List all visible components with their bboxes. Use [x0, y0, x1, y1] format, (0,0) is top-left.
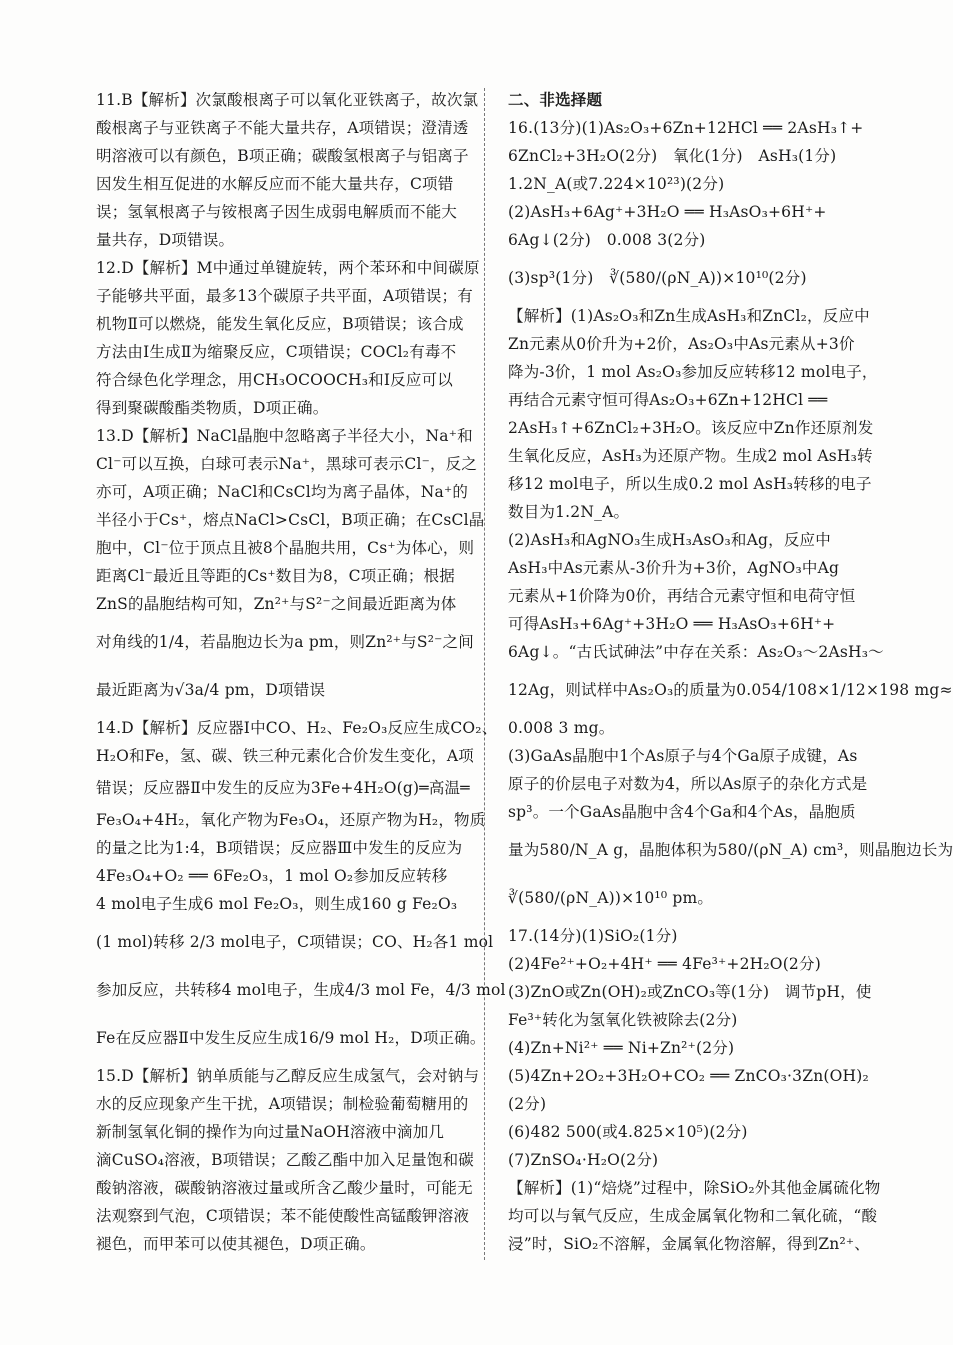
text-line: 距离Cl⁻最近且等距的Cs⁺数目为8，C项正确；根据 [96, 567, 455, 585]
text-line: 【解析】(1)“焙烧”过程中，除SiO₂外其他金属硫化物 [508, 1179, 881, 1197]
text-line: Fe在反应器Ⅱ中发生反应生成16/9 mol H₂，D项正确。 [96, 1029, 486, 1047]
text-line: 17.(14分)(1)SiO₂(1分) [508, 927, 678, 945]
text-line: 滴CuSO₄溶液，B项错误；乙酸乙酯中加入足量饱和碳 [96, 1151, 474, 1169]
text-line: 0.008 3 mg。 [508, 719, 615, 737]
text-line: (3)sp³(1分) ∛(580/(ρN_A))×10¹⁰(2分) [508, 269, 807, 287]
text-line: (3)ZnO或Zn(OH)₂或ZnCO₃等(1分) 调节pH，使 [508, 983, 872, 1001]
text-line: 酸钠溶液，碳酸钠溶液过量或所含乙酸少量时，可能无 [96, 1179, 473, 1197]
text-line: (1 mol)转移 2/3 mol电子，C项错误；CO、H₂各1 mol [96, 933, 494, 951]
text-line: (2)4Fe²⁺+O₂+4H⁺ ══ 4Fe³⁺+2H₂O(2分) [508, 955, 821, 973]
text-line: 数目为1.2N_A。 [508, 503, 630, 521]
text-line: 水的反应现象产生干扰，A项错误；制检验葡萄糖用的 [96, 1095, 469, 1113]
text-line: 4 mol电子生成6 mol Fe₂O₃，则生成160 g Fe₂O₃ [96, 895, 458, 913]
text-line: Cl⁻可以互换，白球可表示Na⁺，黑球可表示Cl⁻，反之 [96, 455, 478, 473]
text-line: 最近距离为√3a/4 pm，D项错误 [96, 681, 326, 699]
text-line: 参加反应，共转移4 mol电子，生成4/3 mol Fe，4/3 mol [96, 981, 506, 999]
text-line: 再结合元素守恒可得As₂O₃+6Zn+12HCl ══ [508, 391, 828, 409]
text-line: 2AsH₃↑+6ZnCl₂+3H₂O。该反应中Zn作还原剂发 [508, 419, 874, 437]
text-line: 6ZnCl₂+3H₂O(2分) 氧化(1分) AsH₃(1分) [508, 147, 837, 165]
text-line: 12Ag，则试样中As₂O₃的质量为0.054/108×1/12×198 mg≈ [508, 681, 953, 699]
text-line: 13.D【解析】NaCl晶胞中忽略离子半径大小，Na⁺和 [96, 427, 473, 445]
text-line: 明溶液可以有颜色，B项正确；碳酸氢根离子与铝离子 [96, 147, 469, 165]
text-line: 因发生相互促进的水解反应而不能大量共存，C项错 [96, 175, 454, 193]
text-line: 酸根离子与亚铁离子不能大量共存，A项错误；澄清透 [96, 119, 469, 137]
text-line: 浸”时，SiO₂不溶解，金属氧化物溶解，得到Zn²⁺、 [508, 1235, 870, 1253]
text-line: AsH₃中As元素从-3价升为+3价，AgNO₃中Ag [508, 559, 840, 577]
text-line: 误；氢氧根离子与铵根离子因生成弱电解质而不能大 [96, 203, 458, 221]
text-line: H₂O和Fe，氢、碳、铁三种元素化合价发生变化，A项 [96, 747, 474, 765]
column-divider [484, 88, 485, 1260]
text-line: 褪色，而甲苯可以使其褪色，D项正确。 [96, 1235, 376, 1253]
text-line: 符合绿色化学理念，用CH₃OCOOCH₃和Ⅰ反应可以 [96, 371, 453, 389]
text-line: (7)ZnSO₄·H₂O(2分) [508, 1151, 659, 1169]
text-line: 机物Ⅱ可以燃烧，能发生氧化反应，B项错误；该合成 [96, 315, 464, 333]
text-line: ∛(580/(ρN_A))×10¹⁰ pm。 [508, 889, 714, 907]
text-line: (4)Zn+Ni²⁺ ══ Ni+Zn²⁺(2分) [508, 1039, 735, 1057]
text-line: 的量之比为1:4，B项错误；反应器Ⅲ中发生的反应为 [96, 839, 463, 857]
text-line: 降为-3价，1 mol As₂O₃参加反应转移12 mol电子， [508, 363, 878, 381]
text-line: 法观察到气泡，C项错误；苯不能使酸性高锰酸钾溶液 [96, 1207, 470, 1225]
text-line: ZnS的晶胞结构可知，Zn²⁺与S²⁻之间最近距离为体 [96, 595, 457, 613]
text-line: 16.(13分)(1)As₂O₃+6Zn+12HCl ══ 2AsH₃↑+ [508, 119, 864, 137]
text-line: 原子的价层电子对数为4，所以As原子的杂化方式是 [508, 775, 868, 793]
text-line: 可得AsH₃+6Ag⁺+3H₂O ══ H₃AsO₃+6H⁺+ [508, 615, 836, 633]
text-line: 得到聚碳酸酯类物质，D项正确。 [96, 399, 329, 417]
text-line: 1.2N_A(或7.224×10²³)(2分) [508, 175, 725, 193]
text-line: 生氧化反应，AsH₃为还原产物。生成2 mol AsH₃转 [508, 447, 873, 465]
text-line: 错误；反应器Ⅱ中发生的反应为3Fe+4H₂O(g)═高温═ [96, 779, 470, 797]
text-line: Zn元素从0价升为+2价，As₂O₃中As元素从+3价 [508, 335, 855, 353]
text-line: 方法由Ⅰ生成Ⅱ为缩聚反应，C项错误；COCl₂有毒不 [96, 343, 457, 361]
text-line: (2分) [508, 1095, 547, 1113]
text-line: sp³。一个GaAs晶胞中含4个Ga和4个As，晶胞质 [508, 803, 856, 821]
text-line: 11.B【解析】次氯酸根离子可以氧化亚铁离子，故次氯 [96, 91, 479, 109]
text-line: 子能够共平面，最多13个碳原子共平面，A项错误；有 [96, 287, 473, 305]
text-line: 均可以与氧气反应，生成金属氧化物和二氧化硫，“酸 [508, 1207, 878, 1225]
text-line: 亦可，A项正确；NaCl和CsCl均为离子晶体，Na⁺的 [96, 483, 469, 501]
text-line: (3)GaAs晶胞中1个As原子与4个Ga原子成键，As [508, 747, 858, 765]
text-line: 量为580/N_A g，晶胞体积为580/(ρN_A) cm³，则晶胞边长为 [508, 841, 953, 859]
text-line: 半径小于Cs⁺，熔点NaCl>CsCl，B项正确；在CsCl晶 [96, 511, 485, 529]
text-line: 6Ag↓(2分) 0.008 3(2分) [508, 231, 706, 249]
text-line: Fe³⁺转化为氢氧化铁被除去(2分) [508, 1011, 738, 1029]
text-line: 元素从+1价降为0价，再结合元素守恒和电荷守恒 [508, 587, 856, 605]
text-line: 胞中，Cl⁻位于顶点且被8个晶胞共用，Cs⁺为体心，则 [96, 539, 475, 557]
text-line: 6Ag↓。“古氏试砷法”中存在关系：As₂O₃～2AsH₃～ [508, 643, 884, 661]
right-column [508, 86, 953, 1258]
text-line: 移12 mol电子，所以生成0.2 mol AsH₃转移的电子 [508, 475, 872, 493]
text-line: (2)AsH₃+6Ag⁺+3H₂O ══ H₃AsO₃+6H⁺+ [508, 203, 827, 221]
text-line: 4Fe₃O₄+O₂ ══ 6Fe₂O₃，1 mol O₂参加反应转移 [96, 867, 448, 885]
text-line: Fe₃O₄+4H₂，氧化产物为Fe₃O₄，还原产物为H₂，物质 [96, 811, 486, 829]
text-line: 量共存，D项错误。 [96, 231, 235, 249]
text-line: 12.D【解析】M中通过单键旋转，两个苯环和中间碳原 [96, 259, 480, 277]
text-line: 【解析】(1)As₂O₃和Zn生成AsH₃和ZnCl₂，反应中 [508, 307, 870, 325]
text-line: (6)482 500(或4.825×10⁵)(2分) [508, 1123, 748, 1141]
text-line: 14.D【解析】反应器Ⅰ中CO、H₂、Fe₂O₃反应生成CO₂、 [96, 719, 498, 737]
left-column [96, 86, 506, 1258]
text-line: 新制氢氧化铜的操作为向过量NaOH溶液中滴加几 [96, 1123, 445, 1141]
text-line: (2)AsH₃和AgNO₃生成H₃AsO₃和Ag，反应中 [508, 531, 831, 549]
section-heading: 二、非选择题 [508, 91, 603, 109]
text-line: (5)4Zn+2O₂+3H₂O+CO₂ ══ ZnCO₃·3Zn(OH)₂ [508, 1067, 869, 1085]
text-line: 15.D【解析】钠单质能与乙醇反应生成氢气，会对钠与 [96, 1067, 480, 1085]
text-line: 对角线的1/4，若晶胞边长为a pm，则Zn²⁺与S²⁻之间 [96, 633, 474, 651]
